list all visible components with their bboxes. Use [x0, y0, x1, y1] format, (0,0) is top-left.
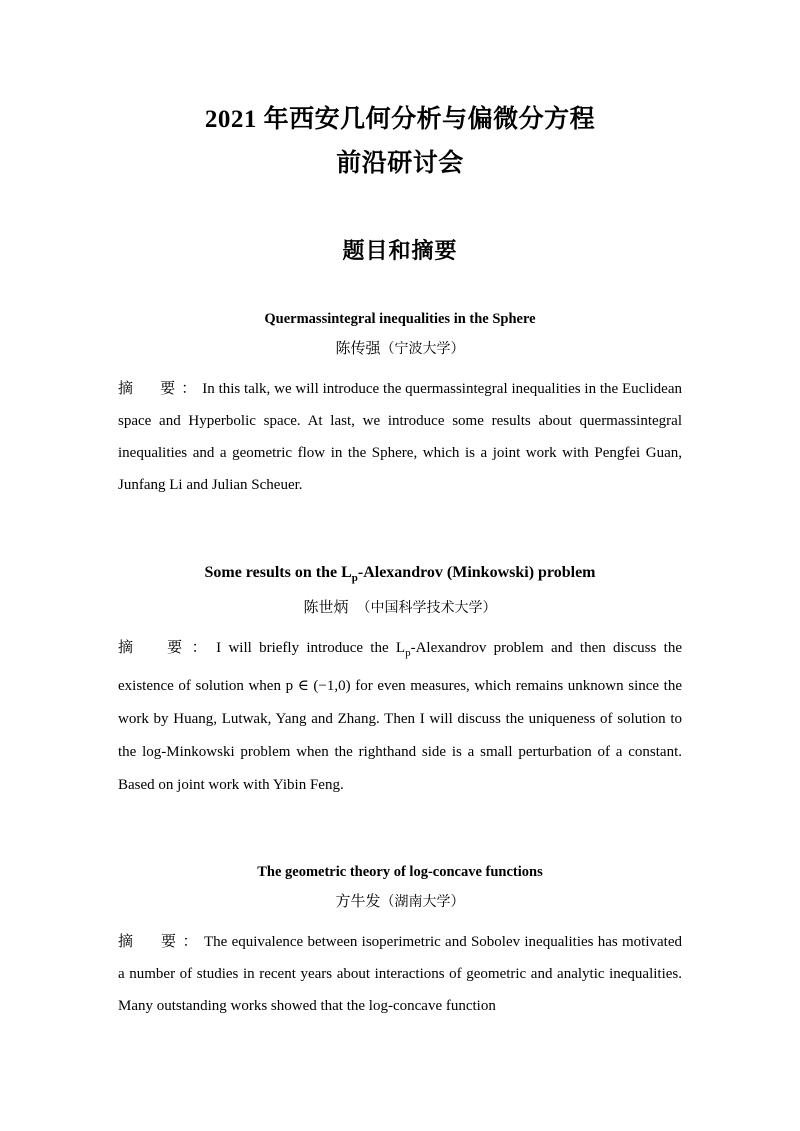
abstract-text: The equivalence between isoperimetric and Sobolev inequalities has motivated a number of studies in recent years about interactions of geometric and analytic inequalities. Many outstanding works showed that the log-concave function: [118, 934, 682, 1015]
title-line-2: 前沿研讨会: [336, 150, 464, 177]
abstract-label: 摘 要：: [118, 381, 203, 397]
abstract-text-part2: -Alexandrov problem and then discuss the existence of solution when p ∈ (−1,0) for even measures, which remains unknown since the work by Huang, Lutwak, Yang and Zhang. Then I will discuss the uniqueness of solution to the log-Minkowski problem when the righthand side is a small perturbation of a constant. Based on joint work with Yibin Feng.: [118, 640, 682, 794]
abstract-label: 摘 要：: [118, 934, 204, 951]
talk-speaker-line: [118, 891, 682, 914]
page-subtitle: 题目和摘要: [342, 238, 458, 263]
page-title: [118, 98, 682, 186]
talk-title-suffix: -Alexandrov (Minkowski) problem: [357, 564, 596, 581]
speaker-name: 陈传强: [335, 341, 381, 357]
speaker-name: 陈世炳: [303, 600, 349, 617]
talk-speaker-line: [118, 338, 682, 361]
talk-abstract: [118, 373, 682, 501]
talk-title-prefix: Some results on the L: [204, 564, 352, 581]
talk-abstract: [118, 926, 682, 1022]
speaker-name: 方牛发: [335, 894, 381, 911]
talk-entry: [118, 563, 682, 802]
title-line-1: 2021 年西安几何分析与偏微分方程: [204, 106, 596, 133]
abstract-text-part1: I will briefly introduce the L: [216, 640, 406, 657]
speaker-affiliation: （湖南大学）: [380, 895, 465, 911]
abstract-subscript: p: [405, 647, 411, 660]
abstract-text: In this talk, we will introduce the quermassintegral inequalities in the Euclidean space and Hyperbolic space. At last, we introduce some results about quermassintegral inequalities and a geometric flow in the Sphere, which is a joint work with Pengfei Guan, Junfang Li and Julian Scheuer.: [118, 381, 682, 493]
speaker-affiliation: （宁波大学）: [380, 342, 465, 357]
talk-title: Quermassintegral inequalities in the Sphere: [264, 311, 536, 327]
talk-entry: [118, 862, 682, 1022]
talk-speaker-line: [118, 597, 682, 620]
abstract-label: 摘 要：: [118, 640, 217, 657]
talk-title: [118, 563, 682, 588]
talk-abstract: [118, 632, 682, 802]
speaker-affiliation: （中国科学技术大学）: [363, 601, 497, 617]
talk-title-subscript: p: [351, 572, 358, 585]
talk-title: The geometric theory of log-concave functions: [257, 864, 543, 881]
talk-entry: [118, 309, 682, 501]
